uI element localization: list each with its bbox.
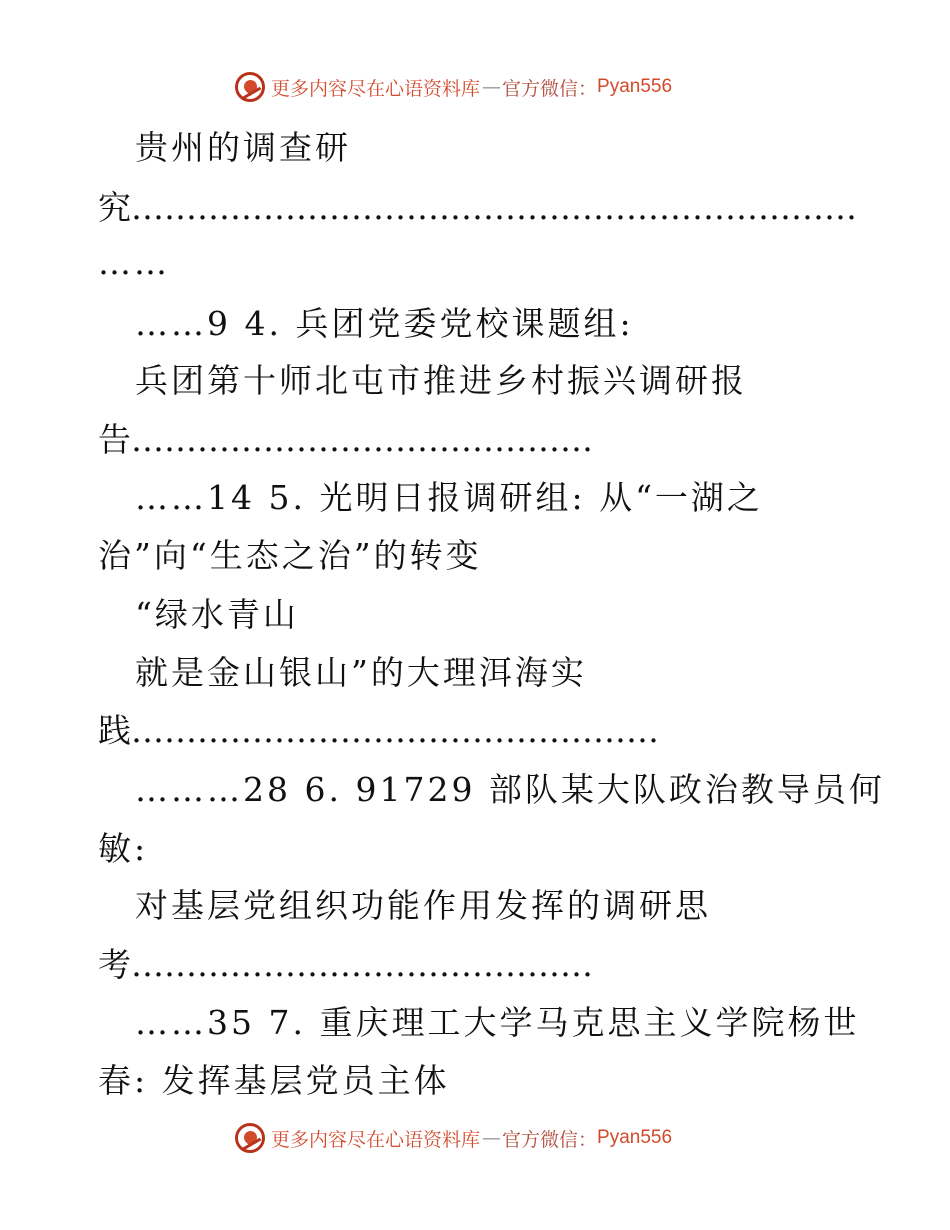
- toc-line: 贵州的调查研: [135, 128, 351, 167]
- toc-line: 春: 发挥基层党员主体: [98, 1061, 450, 1100]
- toc-line: 告……………………………………: [98, 420, 593, 459]
- toc-line: 考……………………………………: [98, 945, 593, 984]
- toc-line: ………28 6. 91729 部队某大队政治教导员何: [135, 770, 885, 809]
- watermark-separator: —: [482, 76, 501, 98]
- toc-line: 敏:: [98, 829, 149, 868]
- watermark-separator: —: [482, 1127, 501, 1149]
- watermark-wechat-label: 官方微信：: [502, 77, 598, 100]
- toc-line: ……35 7. 重庆理工大学马克思主义学院杨世: [135, 1003, 860, 1042]
- toc-line: 对基层党组织功能作用发挥的调研思: [135, 886, 711, 925]
- watermark-wechat-label: 官方微信：: [502, 1128, 598, 1151]
- toc-line: ……: [98, 243, 170, 282]
- toc-line: 就是金山银山”的大理洱海实: [135, 653, 587, 692]
- toc-line: 兵团第十师北屯市推进乡村振兴调研报: [135, 361, 747, 400]
- toc-line: ……9 4. 兵团党委党校课题组:: [135, 304, 634, 343]
- header-watermark: [235, 72, 672, 102]
- toc-line: “绿水青山: [135, 595, 299, 634]
- toc-line: ……14 5. 光明日报调研组: 从“一湖之: [135, 478, 763, 517]
- pen-logo-icon: [235, 72, 265, 102]
- pen-logo-icon: [235, 1123, 265, 1153]
- toc-line: 治”向“生态之治”的转变: [98, 536, 482, 575]
- watermark-brand: 更多内容尽在心语资料库: [271, 1128, 481, 1151]
- watermark-brand: 更多内容尽在心语资料库: [271, 77, 481, 100]
- watermark-wechat-id: Pyan556: [597, 1127, 673, 1148]
- toc-line: 究…………………………………………………………: [98, 188, 857, 227]
- watermark-wechat-id: Pyan556: [597, 76, 673, 97]
- toc-line: 践…………………………………………: [98, 711, 659, 750]
- footer-watermark: [235, 1123, 672, 1153]
